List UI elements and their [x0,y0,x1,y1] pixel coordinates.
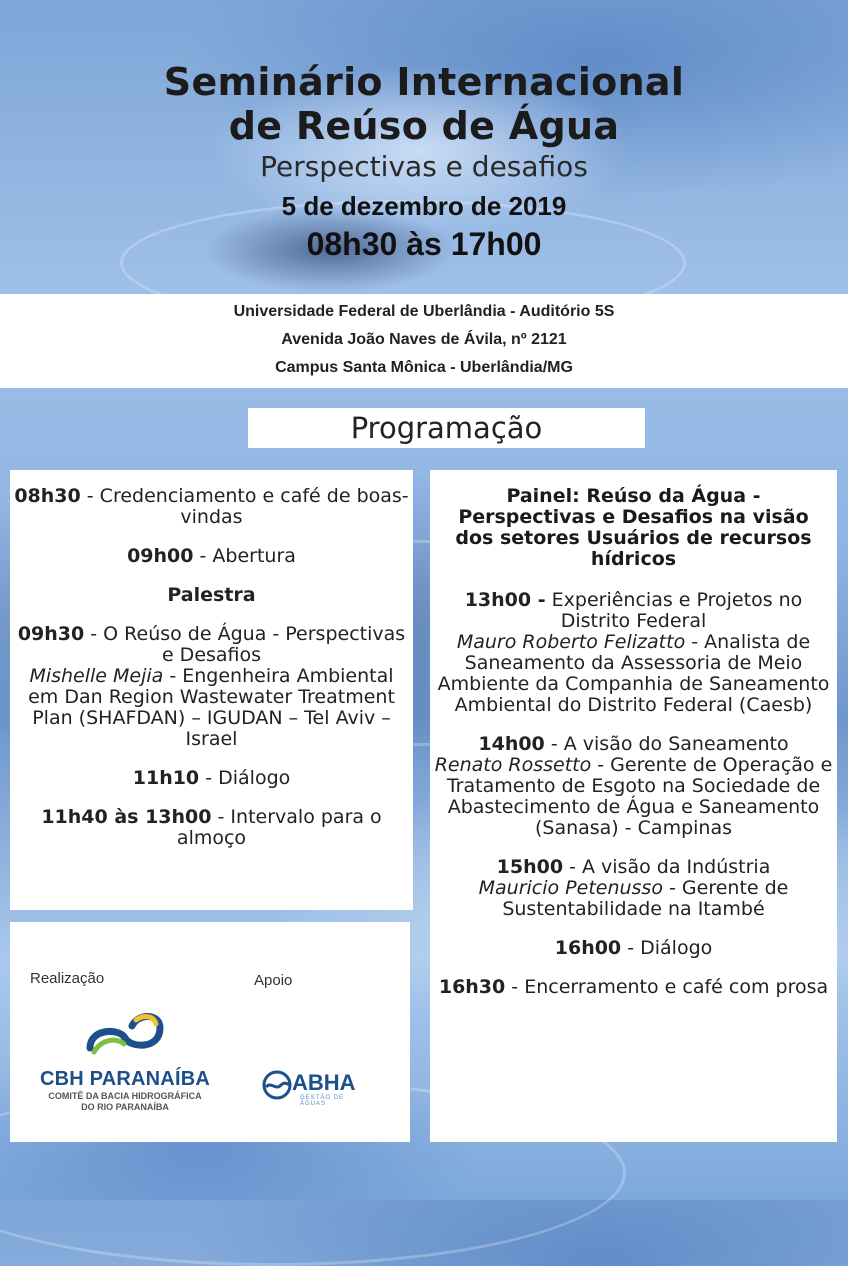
speaker-name: Mauricio Petenusso [478,877,663,899]
schedule-item [430,590,837,716]
abha-wave-icon [262,1070,292,1100]
abha-logo [262,1068,372,1108]
afternoon-schedule-panel [430,470,837,1142]
apoio-label: Apoio [254,972,293,989]
schedule-item [430,734,837,839]
cbh-subtitle-1: COMITÊ DA BACIA HIDROGRÁFICA [48,1091,202,1101]
schedule-text: - Diálogo [621,937,713,959]
schedule-time: 15h00 [496,856,564,878]
venue-line-3: Campus Santa Mônica - Uberlândia/MG [275,359,573,376]
event-subtitle: Perspectivas e desafios [260,150,588,183]
schedule-text: - A visão do Saneamento [544,733,789,755]
speaker-name: Renato Rossetto [434,754,592,776]
schedule-time: 09h30 [17,623,85,645]
schedule-time: 16h30 [438,976,506,998]
schedule-time: 09h00 [127,545,194,567]
schedule-item [10,624,413,750]
event-title-line2: de Reúso de Água [228,104,620,148]
speaker-name: Mauro Roberto Felizatto [456,631,686,653]
venue-line-2: Avenida João Naves de Ávila, nº 2121 [281,331,567,348]
venue-line-1: Universidade Federal de Uberlândia - Auditório 5S [233,303,615,320]
schedule-text: - Diálogo [199,767,291,789]
schedule-time: 13h00 - [464,589,546,611]
schedule-item [10,768,413,789]
realizacao-label: Realização [30,970,105,987]
event-header [0,60,848,264]
schedule-time: 16h00 [554,937,622,959]
abha-name: ABHA [292,1070,356,1095]
palestra-label [10,585,413,606]
schedule-text: - Abertura [193,545,296,567]
schedule-text: - Encerramento e café com prosa [505,976,829,998]
schedule-time: 11h40 às 13h00 [41,806,212,828]
schedule-text: - O Reúso de Água - Perspectivas e Desafios [84,623,406,666]
schedule-item [430,938,837,959]
schedule-text: - Credenciamento e café de boas-vindas [80,485,409,528]
cbh-infinity-icon [80,1008,170,1064]
speaker-name: Mishelle Mejia [29,665,164,687]
program-heading: Programação [248,408,645,448]
event-date: 5 de dezembro de 2019 [281,191,567,221]
speaker-role: - Gerente de Operação e Tratamento de Esgoto na Sociedade de Abastecimento de Água e Saneamento (Sanasa) - Campinas [446,754,833,839]
speaker-role: - Analista de Saneamento da Assessoria de Meio Ambiente da Companhia de Saneamento Ambiental do Distrito Federal (Caesb) [437,631,830,716]
morning-schedule-panel [10,470,413,910]
schedule-item [430,977,837,998]
schedule-time: 14h00 [478,733,545,755]
speaker-role: - Engenheira Ambiental em Dan Region Wastewater Treatment Plan (SHAFDAN) – IGUDAN – Tel Aviv – Israel [28,665,395,750]
venue-box [0,294,848,388]
cbh-paranaiba-logo [30,1008,220,1128]
cbh-name: CBH PARANAÍBA [39,1068,210,1090]
schedule-text: Experiências e Projetos no Distrito Federal [545,589,803,632]
schedule-text: - A visão da Indústria [563,856,771,878]
event-title-line1: Seminário Internacional [163,60,685,104]
schedule-item [430,857,837,920]
speaker-role: - Gerente de Sustentabilidade na Itambé [502,877,789,920]
panel-title: Painel: Reúso da Água - Perspectivas e Desafios na visão dos setores Usuários de recursos hídricos [455,485,812,570]
schedule-item [10,807,413,849]
schedule-time: 11h10 [132,767,200,789]
schedule-item [10,546,413,567]
abha-subtitle: GESTÃO DE ÁGUAS [300,1095,345,1107]
schedule-text: - Intervalo para o almoço [176,806,382,849]
palestra-text: Palestra [167,584,256,606]
schedule-item [10,486,413,528]
event-hours: 08h30 às 17h00 [306,226,542,262]
cbh-subtitle-2: DO RIO PARANAÍBA [81,1102,169,1112]
schedule-time: 08h30 [14,485,81,507]
